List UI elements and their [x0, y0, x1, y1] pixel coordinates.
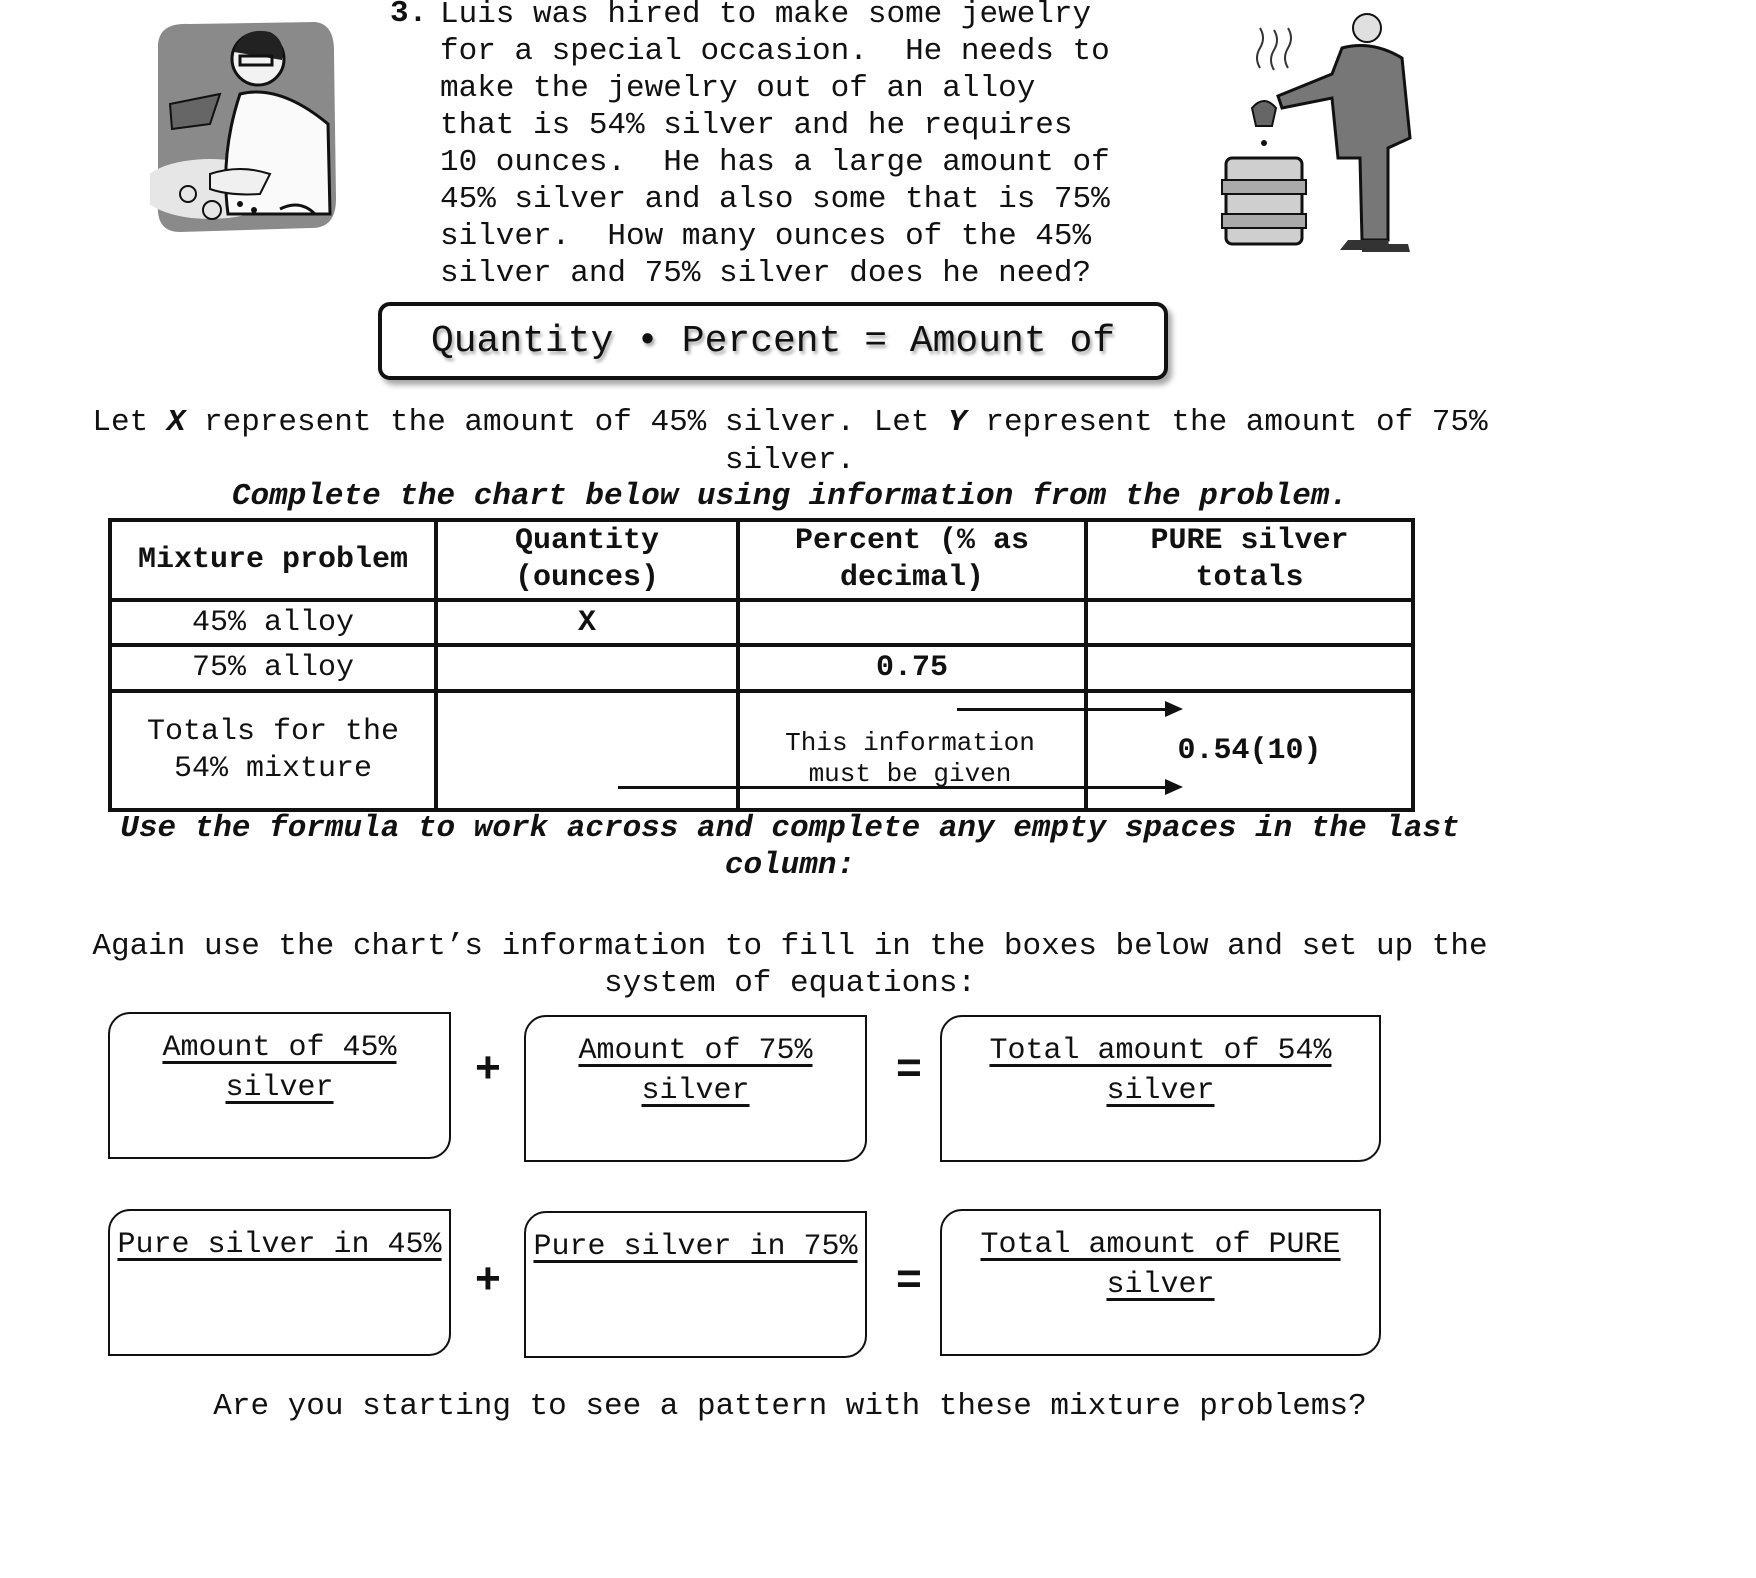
header-percent: Percent (% as decimal) — [738, 520, 1086, 600]
eq-label: Pure silver in 45% — [117, 1228, 442, 1262]
eq-box-45-pure[interactable] — [108, 1209, 451, 1356]
arrow-line-top — [957, 708, 1167, 711]
eq-label: Pure silver in 75% — [533, 1230, 858, 1264]
system-instruction: Again use the chart’s information to fill in the boxes below and set up the system of equations: — [92, 929, 1488, 1001]
formula-instruction: Use the formula to work across and complete any empty spaces in the last column: — [120, 811, 1460, 883]
formula-box — [378, 302, 1168, 380]
let-text-3: represent the amount of 75% silver. — [724, 405, 1488, 478]
table-header-row — [110, 520, 1413, 600]
arrow-right-icon — [1165, 779, 1183, 795]
equals-sign: = — [895, 1257, 923, 1307]
table-cell[interactable]: 0.54(10) — [1086, 691, 1413, 810]
jeweler-illustration — [150, 14, 340, 236]
problem-text: Luis was hired to make some jewelry for a special occasion. He needs to make the jewelry out of an alloy that is 54% silver and he requires 10 ounces. He has a large amount of 45% silver and also some that is 75% silver. How many ounces of the 45% silver and 75% silver does he need? — [440, 0, 1110, 291]
header-mixture: Mixture problem — [110, 520, 436, 600]
eq-label: Total amount of PURE silver — [980, 1228, 1341, 1302]
header-pure-silver: PURE silver totals — [1086, 520, 1413, 600]
table-cell: Totals for the 54% mixture — [110, 691, 436, 810]
plus-sign: + — [474, 1046, 502, 1096]
table-cell[interactable] — [1086, 645, 1413, 691]
table-cell[interactable] — [436, 645, 738, 691]
equals-sign: = — [895, 1046, 923, 1096]
let-text-2: represent the amount of 45% silver. Let — [185, 405, 949, 440]
table-cell: 75% alloy — [110, 645, 436, 691]
problem-number: 3. — [390, 0, 428, 31]
eq-box-54-total[interactable] — [940, 1015, 1381, 1162]
given-note: This information must be given — [785, 728, 1035, 789]
eq-label: Amount of 45% silver — [162, 1031, 397, 1105]
eq-box-pure-total[interactable] — [940, 1209, 1381, 1356]
table-cell: 45% alloy — [110, 600, 436, 645]
eq-box-45-amount[interactable] — [108, 1012, 451, 1159]
variable-definitions — [80, 404, 1500, 480]
plus-sign: + — [474, 1257, 502, 1307]
table-cell[interactable]: X — [436, 600, 738, 645]
eq-label: Amount of 75% silver — [578, 1034, 813, 1108]
table-cell[interactable] — [436, 691, 738, 810]
table-cell[interactable] — [1086, 600, 1413, 645]
arrow-right-icon — [1165, 701, 1183, 717]
eq-label: Total amount of 54% silver — [989, 1034, 1332, 1108]
variable-y: Y — [948, 405, 967, 440]
table-cell[interactable] — [738, 600, 1086, 645]
chart-instruction: Complete the chart below using information from the problem. — [231, 479, 1349, 514]
metalworker-illustration — [1212, 8, 1422, 254]
variable-x: X — [166, 405, 186, 440]
table-cell[interactable]: 0.75 — [738, 645, 1086, 691]
formula-text: Quantity • Percent = Amount of — [430, 319, 1116, 363]
eq-box-75-amount[interactable] — [524, 1015, 867, 1162]
let-text-1: Let — [92, 405, 167, 440]
table-row — [110, 645, 1413, 691]
header-quantity: Quantity (ounces) — [436, 520, 738, 600]
table-row — [110, 600, 1413, 645]
pattern-question: Are you starting to see a pattern with these mixture problems? — [213, 1389, 1367, 1424]
eq-box-75-pure[interactable] — [524, 1211, 867, 1358]
